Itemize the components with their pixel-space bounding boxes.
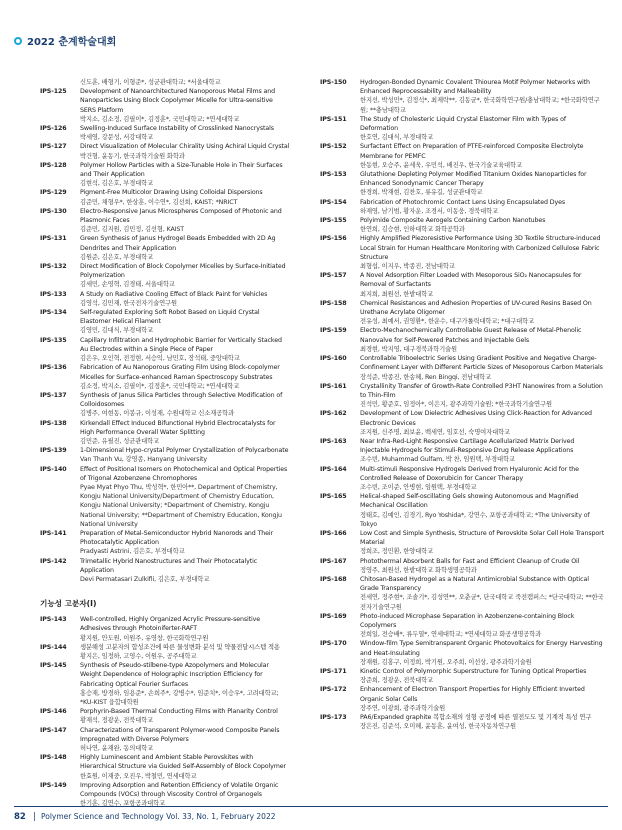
entry-code: IPS-146 [40, 708, 67, 716]
entry-item [320, 216, 605, 234]
entry-title: A Novel Adsorption Filter Loaded with Mesoporous SiO₂ Nanocapsules for Removal of Surfactants [360, 272, 582, 289]
entry-authors: 한경희, 박재현, 김찬호, 류유길, 성균관대학교 [360, 189, 483, 197]
entry-authors: 김영석, 김민재, 한국전자기술연구원 [80, 299, 177, 307]
entry-authors: 황지은, 임정하, 고영수, 이원우, 공주대학교 [80, 652, 197, 660]
entry-code: IPS-159 [320, 327, 347, 335]
entry-title: Effect of Positional Isomers on Photochemical and Optical Properties of Trigonal Azobenzene Chromophores [80, 465, 288, 482]
entry-body [80, 308, 290, 336]
entry-authors: 홍승재, 방경하, 임용준*, 손희주*, 강병수*, 임준치*, 이승우*, 고려대학교; *KU-KIST 융합대학원 [80, 689, 279, 706]
entry-authors: Pyae Myat Phyo Thu, 박성혁*, 한민아**, Department of Chemistry, Kongju National University/Department of Chemistry Education, Kongju National University; *Department of Chemistry, Kongju National University; **Department of Chemistry Education, Kongju National University [80, 483, 282, 528]
entry-item [320, 115, 605, 143]
entry-code: IPS-136 [40, 364, 67, 372]
entry-code: IPS-162 [320, 410, 347, 418]
entry-title: 1-Dimensional Hypo-crystal Polymer Crystallization of Polycarbonate [80, 447, 289, 455]
entry-item [320, 409, 605, 437]
entries-list-right [320, 78, 605, 731]
entry-authors: 한기훈, 김연수, 포항공과대학교 [80, 800, 166, 808]
entry-code: IPS-158 [320, 299, 347, 307]
entry-item [40, 308, 290, 336]
entry-title: Fabrication of Au Nanoporous Grating Film Using Block-copolymer Micelles for Surface-enhanced Raman Spectroscopy Substrates [80, 364, 280, 381]
entry-body [360, 354, 605, 382]
entry-authors: Van Thanh Vu, 강영종, Hanyang University [80, 456, 207, 464]
entry-item [40, 336, 290, 364]
entry-body [80, 363, 290, 391]
entry-title: Capillary Infiltration and Hydrophobic Barrier for Vertically Stacked Au Electrodes within a Single Piece of Paper [80, 336, 282, 353]
entry-code: IPS-153 [320, 171, 347, 179]
entry-authors: 김원준, 김은호, 부경대학교 [80, 253, 154, 261]
footer-rule [14, 806, 608, 807]
entry-code: IPS-134 [40, 309, 67, 317]
entry-code: IPS-135 [40, 336, 67, 344]
entry-body [360, 299, 605, 327]
entry-item [320, 382, 605, 410]
entry-code: IPS-126 [40, 125, 67, 133]
entry-authors: 전유성, 최예서, 권영환*, 한운수, 대구가톨릭대학교; *대구대학교 [360, 318, 535, 326]
entry-item [320, 142, 605, 170]
entry-title: Highly Luminescent and Ambient Stable Perovskites with Hierarchical Structure via Guided Self-Assembly of Block Copolymer [80, 754, 286, 771]
entry-title: Crystallinity Transfer of Growth-Rate Controlled P3HT Nanowires from a Solution to Thin-Film [360, 382, 603, 399]
entry-body [360, 326, 605, 354]
prelude-authors: 신도훈, 배형기, 이형준*, 성균관대학교; *서울대학교 [80, 79, 221, 86]
entry-authors: 한호연, 김대식, 부경대학교 [360, 134, 434, 142]
entry-code: IPS-154 [320, 198, 347, 206]
entry-body [360, 575, 605, 612]
entry-title: Kinetic Control of Polymorphic Superstructure for Tuning Optical Properties [360, 668, 587, 675]
entry-body [80, 262, 290, 290]
entry-body [360, 639, 605, 667]
entry-authors: 김소정, 박지소, 김필이*, 김정훈*, 국민대학교; *연세대학교 [80, 382, 240, 390]
entry-title: Photo-induced Microphase Separation in Azobenzene-containing Block Copolymers [360, 612, 575, 629]
entry-title: The Study of Cholesteric Liquid Crystal Elastomer Film with Types of Deformation [360, 115, 566, 133]
entry-body [80, 419, 290, 447]
entry-authors: 장준희, 정광운, 전북대학교 [360, 677, 434, 685]
entry-title: Controllable Triboelectric Series Using Gradient Positive and Negative Charge-Confinement Layer with Different Particle Sizes of Mesoporous Carbon Materials [360, 355, 603, 372]
entry-authors: 황지원, 안도원, 이원주, 유영창, 한국화학연구원 [80, 634, 209, 642]
entry-code: IPS-149 [40, 781, 67, 789]
entry-code: IPS-163 [320, 437, 347, 445]
entry-item [320, 667, 605, 685]
entry-body [80, 188, 290, 206]
entry-code: IPS-130 [40, 207, 67, 215]
right-column [320, 78, 605, 731]
entry-item [320, 685, 605, 713]
entry-code: IPS-164 [320, 465, 347, 473]
entry-code: IPS-155 [320, 217, 347, 225]
entry-title: Surfactant Effect on Preparation of PTFE-reinforced Composite Electrolyte Membrane for PEMFC [360, 143, 584, 160]
entry-title: Porphyrin-Based Thermal Conducting Films with Planarity Control [80, 708, 278, 716]
entry-item [320, 465, 605, 493]
entry-code: IPS-161 [320, 382, 347, 390]
entry-code: IPS-147 [40, 726, 67, 734]
entry-code: IPS-141 [40, 529, 67, 537]
entry-body [80, 142, 290, 160]
entry-body [80, 726, 290, 754]
entry-authors: Pradyasti Astrini, 김은호, 부경대학교 [80, 548, 185, 556]
entry-authors: 최지희, 최원선, 한밭대학교 [360, 290, 434, 298]
entry-item [40, 188, 290, 206]
entry-item [320, 234, 605, 271]
entry-code: IPS-166 [320, 529, 347, 537]
entries-list-a [40, 87, 290, 584]
journal-title: Polymer Science and Technology Vol. 33, No. 1, February 2022 [41, 812, 276, 821]
entry-authors: 장재원, 김홍구, 이정희, 박기원, 오주희, 이선상, 광주과학기술원 [360, 658, 532, 666]
entry-item [320, 170, 605, 198]
entry-authors: 한동현, 오승주, 윤세욱, 우민석, 배진우, 한국기술교육대학교 [360, 161, 522, 169]
entry-body [360, 142, 605, 170]
entry-authors: 김준민, 채형우*, 한상훈, 이수연*, 김선희, KAIST; *NRICT [80, 198, 238, 206]
entry-body [360, 198, 605, 216]
entry-code: IPS-133 [40, 290, 67, 298]
entry-body [80, 707, 290, 725]
entry-title: Photothermal Absorbent Balls for Fast and Efficient Cleanup of Crude Oil [360, 557, 580, 565]
entry-authors: 조수빈, Muhammad Gulfam, 박 찬, 임원택, 부경대학교 [360, 456, 515, 464]
entry-title: Near Infra-Red-Light Responsive Cartilage Acellularized Matrix Derived Injectable Hydrogels for Stimuli-Responsive Drug Release Applications [360, 437, 575, 455]
entry-title: Highly Amplified Piezoresistive Performance Using 3D Textile Structure-induced Local Strain for Human Healthcare Monitoring with Carbonized Cellulose Fabric Structure [360, 235, 601, 261]
entry-title: Development of Nanoarchitectured Nanoporous Metal Films and Nanoparticles Using Block Copolymer Micelle for Ultra-sensitive SERS Platform [80, 88, 276, 114]
entry-title: Development of Low Dielectric Adhesives Using Click-Reaction for Advanced Electronic Devices [360, 410, 592, 427]
entry-code: IPS-148 [40, 754, 67, 762]
entry-authors: 김세민, 손영혁, 김경태, 서울대학교 [80, 281, 175, 289]
entry-authors: 장석준, 박종진, 한송혜, Ren Bingqi, 전남대학교 [360, 373, 492, 381]
entry-authors: 조지원, 신주명, 최보윤, 백세연, 임호선, 숙명여자대학교 [360, 428, 510, 436]
entry-code: IPS-168 [320, 575, 347, 583]
entry-authors: 조수빈, 조이준, 안병현, 임원택, 부경대학교 [360, 483, 477, 491]
entry-title: Hydrogen-Bonded Dynamic Covalent Thiourea Motif Polymer Networks with Enhanced Reprocessability and Malleability [360, 79, 590, 96]
entry-title: Synthesis of Pseudo-stilbene-type Azopolymers and Molecular Weight Dependence of Holographic Inscription Efficiency for Fabricating Optical Fourier Surfaces [80, 662, 269, 688]
entry-body [360, 78, 605, 115]
entries-list-b [40, 615, 290, 808]
entry-authors: 김영민, 김대식, 부경대학교 [80, 327, 154, 335]
page-title: 2022 춘계학술대회 [27, 37, 117, 48]
entry-authors: 한효원, 이재중, 오진우, 박철민, 연세대학교 [80, 772, 197, 780]
entry-title: Improving Adsorption and Retention Efficiency of Volatile Organic Compounds (VOCs) through Viscosity Control of Organogels [80, 781, 279, 799]
entry-code: IPS-139 [40, 447, 67, 455]
entry-code: IPS-157 [320, 272, 347, 280]
entry-body [360, 612, 605, 640]
entry-title: Kirkendall Effect Induced Bifunctional Hybrid Electrocatalysts for High Performance Overall Water Splitting [80, 419, 276, 436]
entry-item [320, 529, 605, 557]
entry-code: IPS-145 [40, 662, 67, 670]
entry-code: IPS-170 [320, 640, 347, 648]
entry-item [40, 753, 290, 781]
entry-title: Multi-stimuli Responsive Hydrogels Derived from Hyaluronic Acid for the Controlled Release of Doxorubicin for Cancer Therapy [360, 465, 579, 482]
entry-code: IPS-132 [40, 263, 67, 271]
entry-body [80, 465, 290, 529]
entry-item [40, 615, 290, 643]
entry-code: IPS-127 [40, 143, 67, 151]
entry-code: IPS-169 [320, 612, 347, 620]
entry-body [360, 216, 605, 234]
left-column [40, 78, 290, 808]
entry-title: Well-controlled, Highly Organized Acrylic Pressure-sensitive Adhesives through Photoiniferter-RAFT [80, 616, 261, 633]
entry-item [40, 161, 290, 189]
entry-code: IPS-150 [320, 79, 347, 86]
entry-title: Characterizations of Transparent Polymer-wood Composite Panels Impregnated with Diverse Polymers [80, 726, 280, 743]
entry-item [40, 391, 290, 419]
entry-code: IPS-172 [320, 686, 347, 694]
entry-code: IPS-151 [320, 115, 347, 123]
entry-authors: 하재영, 남기범, 황자운, 조경서, 이동웅, 경북대학교 [360, 207, 499, 215]
entry-code: IPS-129 [40, 189, 67, 197]
entry-title: Green Synthesis of Janus Hydrogel Beads Embedded with 2D Ag Dendrites and Their Application [80, 235, 276, 252]
entry-authors: 박세영, 강문성, 서강대학교 [80, 134, 154, 142]
entry-title: PA6/Expanded graphite 복합소재의 성형 공정에 따른 열전도도 및 기계적 특성 연구 [360, 714, 592, 722]
entry-body [360, 382, 605, 410]
entry-title: Direct Visualization of Molecular Chirality Using Achiral Liquid Crystal [80, 143, 290, 151]
entry-body [80, 446, 290, 464]
entry-code: IPS-128 [40, 161, 67, 169]
entry-authors: 장은진, 김준석, 오미혜, 윤동훈, 윤여성, 한국자동차연구원 [360, 723, 516, 731]
entry-body [360, 492, 605, 529]
entry-title: Pigment-Free Multicolor Drawing Using Colloidal Dispersions [80, 189, 263, 197]
entry-body [80, 161, 290, 189]
entry-authors: 정영주, 최원선, 한밭대학교 화학생명공학과 [360, 566, 477, 574]
entry-body [80, 336, 290, 364]
entry-item [40, 557, 290, 585]
entry-code: IPS-125 [40, 88, 67, 96]
entry-body [360, 234, 605, 271]
entry-body [360, 713, 605, 731]
entry-body [80, 391, 290, 419]
entry-item [40, 234, 290, 262]
entry-code: IPS-165 [320, 493, 347, 501]
entry-authors: 최경현, 박지영, 대구경북과학기술원 [360, 345, 457, 353]
entry-body [80, 661, 290, 707]
entry-authors: 한지선, 박성민*, 김정석*, 최제락**, 김동균*, 한국화학연구원/충남대학교; *한국화학연구원; **충남대학교 [360, 97, 600, 114]
entry-code: IPS-173 [320, 714, 347, 722]
entry-body [80, 781, 290, 809]
entry-item [40, 781, 290, 809]
entry-title: Fabrication of Photochromic Contact Lens Using Encapsulated Dyes [360, 198, 565, 206]
entry-title: Self-regulated Exploring Soft Robot Based on Liquid Crystal Elastomer Helical Filament [80, 309, 260, 326]
entry-body [360, 557, 605, 575]
entry-item [320, 575, 605, 612]
entry-code: IPS-167 [320, 557, 347, 565]
entry-body [80, 643, 290, 661]
entry-item [320, 437, 605, 465]
entry-body [360, 465, 605, 493]
entry-body [360, 170, 605, 198]
entry-title: Direct Modification of Block Copolymer Micelles by Surface-Initiated Polymerization [80, 263, 286, 280]
entry-item [320, 299, 605, 327]
entry-item [320, 557, 605, 575]
entry-authors: 정희조, 정민환, 한양대학교 [360, 548, 434, 556]
entry-item [40, 661, 290, 707]
entry-item [40, 643, 290, 661]
entry-authors: 김민준, 유필진, 성균관대학교 [80, 437, 160, 445]
entry-body [80, 207, 290, 235]
entry-body [80, 529, 290, 557]
entry-title: Preparation of Metal-Semiconductor Hybrid Nanorods and Their Photocatalytic Application [80, 529, 274, 547]
entry-authors: 전세연, 정주현*, 조솔기*, 김성연**, 오춘균*, 단국대학교 죽전캠퍼스; *단국대학교; **한국전자기술연구원 [360, 594, 604, 611]
entry-item [320, 492, 605, 529]
entry-body [80, 557, 290, 585]
entry-item [40, 419, 290, 447]
entry-authors: 박지소, 김소정, 김필이*, 김정훈*, 국민대학교; *연세대학교 [80, 115, 240, 123]
entry-item [320, 271, 605, 299]
entry-code: IPS-160 [320, 355, 347, 363]
entry-code: IPS-152 [320, 143, 347, 151]
entry-title: Chemical Resistances and Adhesion Properties of UV-cured Resins Based On Urethane Acrylate Oligomer [360, 299, 592, 317]
entry-authors: 전희일, 전승배*, 류두열*, 연세대학교; *연세대학교 화공생명공학과 [360, 631, 542, 639]
entry-title: Electro-Mechanochemically Controllable Guest Release of Metal-Phenolic Nanovalve for Self-Powered Patches and Injectable Gels [360, 327, 582, 344]
entry-authors: 박건형, 윤동기, 한국과학기술원 화학과 [80, 152, 185, 160]
entry-item [40, 124, 290, 142]
entry-body [360, 409, 605, 437]
entry-item [40, 87, 290, 124]
entry-code: IPS-137 [40, 391, 67, 399]
entry-title: Glutathione Depleting Polymer Modified Titanium Oxides Nanoparticles for Enhanced Sonodynamic Cancer Therapy [360, 171, 587, 188]
entry-authors: 황재석, 정광운, 전북대학교 [80, 717, 154, 725]
entry-code: IPS-156 [320, 235, 347, 243]
entry-body [360, 685, 605, 713]
entry-item [40, 207, 290, 235]
entry-item [320, 198, 605, 216]
entry-title: Trimetallic Hybrid Nanostructures and Their Photocatalytic Application [80, 557, 258, 574]
entry-authors: 최형섭, 이지우, 박종진, 전남대학교 [360, 263, 455, 271]
entry-item [40, 262, 290, 290]
entry-item [40, 290, 290, 308]
entry-body [360, 529, 605, 557]
entry-title: Helical-shaped Self-oscillating Gels showing Autonomous and Magnified Mechanical Oscillation [360, 493, 579, 510]
entry-authors: 허나연, 윤재완, 동의대학교 [80, 745, 154, 753]
entry-item [40, 529, 290, 557]
entry-item [320, 713, 605, 731]
entry-body [80, 753, 290, 781]
entry-title: Swelling-Induced Surface Instability of Crosslinked Nanocrystals [80, 125, 274, 133]
entry-authors: 정태호, 김예인, 김경기, Ryo Yoshida*, 강연수, 포항공과대학교; *The University of Tokyo [360, 511, 590, 528]
entry-item [40, 707, 290, 725]
entry-title: Polymer Hollow Particles with a Size-Tunable Hole in Their Surfaces and Their Application [80, 161, 283, 179]
entry-title: A Study on Radiative Cooling Effect of Black Paint for Vehicles [80, 290, 268, 298]
entry-body [80, 124, 290, 142]
entry-item [320, 354, 605, 382]
entry-item [320, 639, 605, 667]
entry-code: IPS-138 [40, 419, 67, 427]
entry-body [80, 87, 290, 124]
entry-code: IPS-171 [320, 668, 347, 675]
entry-title: Synthesis of Janus Silica Particles through Selective Modification of Colloidosomes [80, 391, 283, 409]
entry-item [320, 612, 605, 640]
entry-title: Enhancement of Electron Transport Properties for Highly Efficient Inverted Organic Solar Cells [360, 686, 585, 703]
entry-title: Chitosan-Based Hydrogel as a Natural Antimicrobial Substance with Optical Grade Transparency [360, 575, 589, 593]
entry-body [360, 271, 605, 299]
entry-body [80, 234, 290, 262]
entry-code: IPS-143 [40, 616, 67, 624]
page-number: 82 [14, 812, 26, 822]
entry-title: 생분해성 고분자의 합성조건에 따른 물성변화 분석 및 약물전달시스템 적용 [80, 643, 280, 651]
entry-item [40, 446, 290, 464]
entry-item [40, 363, 290, 391]
entry-body [360, 437, 605, 465]
entry-item [40, 142, 290, 160]
entry-authors: Devi Permatasari Zulkifli, 김은호, 부경대학교 [80, 575, 210, 583]
conference-logo-icon [14, 37, 22, 45]
entry-body [360, 667, 605, 685]
entry-authors: 한연희, 김승현, 인하대학교 화학공학과 [360, 226, 465, 234]
entry-authors: 김현석, 김은호, 부경대학교 [80, 180, 154, 188]
entry-body [80, 290, 290, 308]
entry-body [80, 615, 290, 643]
entry-code: IPS-142 [40, 557, 67, 565]
entry-authors: 김은우, 오인혁, 전정현, 서승익, 남민호, 장석태, 중앙대학교 [80, 355, 240, 363]
entry-item [320, 78, 605, 115]
section-title: 기능성 고분자(I) [40, 599, 97, 609]
header [14, 33, 116, 48]
entry-code: IPS-131 [40, 235, 67, 243]
entry-item [40, 726, 290, 754]
entry-title: Low Cost and Simple Synthesis, Structure of Perovskite Solar Cell Hole Transport Material [360, 529, 604, 547]
entry-code: IPS-144 [40, 643, 67, 651]
entry-title: Electro-Responsive Janus Microspheres Composed of Photonic and Plasmonic Faces [80, 207, 282, 225]
entry-item [40, 465, 290, 529]
footer-divider: | [33, 812, 36, 822]
entry-authors: 장주연, 이광희, 광주과학기술원 [360, 704, 446, 712]
entry-body [360, 115, 605, 143]
entry-code: IPS-140 [40, 465, 67, 473]
entry-title: Polyimide Composite Aerogels Containing Carbon Nanotubes [360, 217, 546, 225]
entry-authors: 진석민, 황준호, 임정아*, 이은지, 광주과학기술원; *한국과학기술연구원 [360, 401, 552, 409]
entry-authors: 김병주, 여현동, 이봉규, 이성재, 수원대학교 신소재공학과 [80, 410, 235, 418]
entry-authors: 김준민, 김지원, 김민정, 김선형, KAIST [80, 226, 185, 234]
entry-title: Window-film Type Semitransparent Organic Photovoltaics for Energy Harvesting and Heat-Insulating [360, 640, 603, 657]
entry-item [320, 326, 605, 354]
